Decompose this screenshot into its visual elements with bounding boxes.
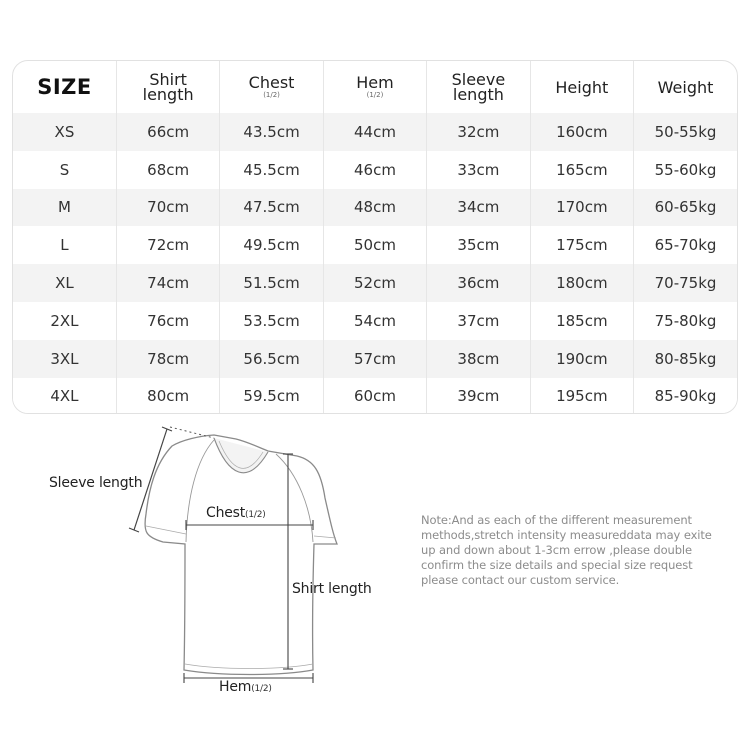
cell-sleeve-length: 33cm — [427, 151, 530, 189]
cell-height: 185cm — [530, 302, 633, 340]
cell-chest: 47.5cm — [220, 189, 323, 227]
cell-size: L — [13, 226, 116, 264]
cell-chest: 43.5cm — [220, 113, 323, 151]
cell-hem: 60cm — [323, 378, 426, 414]
cell-chest: 53.5cm — [220, 302, 323, 340]
table-row — [13, 189, 737, 227]
cell-weight: 85-90kg — [654, 387, 717, 406]
cell-shirt-length: 72cm — [116, 226, 219, 264]
cell-chest: 56.5cm — [220, 340, 323, 378]
cell-size: 2XL — [13, 302, 116, 340]
cell-height: 170cm — [530, 189, 633, 227]
cell-weight: 80-85kg — [654, 349, 717, 368]
chest-label: Chest(1/2) — [206, 505, 266, 521]
cell-hem: 50cm — [323, 226, 426, 264]
cell-size: XS — [13, 113, 116, 151]
cell-weight: 60-65kg — [654, 198, 717, 217]
cell-hem: 46cm — [323, 151, 426, 189]
header-size: SIZE — [13, 61, 116, 113]
cell-chest: 49.5cm — [220, 226, 323, 264]
cell-weight: 55-60kg — [654, 160, 717, 179]
cell-height: 180cm — [530, 264, 633, 302]
sleeve-length-label: Sleeve length — [49, 475, 143, 491]
cell-sleeve-length: 34cm — [427, 189, 530, 227]
table-row — [13, 340, 737, 378]
table-row — [13, 226, 737, 264]
header-weight: Weight — [657, 77, 714, 97]
cell-weight: 75-80kg — [654, 311, 717, 330]
cell-hem: 54cm — [323, 302, 426, 340]
cell-shirt-length: 76cm — [116, 302, 219, 340]
cell-size: XL — [13, 264, 116, 302]
cell-shirt-length: 66cm — [116, 113, 219, 151]
shirt-length-label: Shirt length — [292, 581, 372, 597]
shirt-diagram — [0, 414, 420, 750]
cell-shirt-length: 78cm — [116, 340, 219, 378]
cell-chest: 51.5cm — [220, 264, 323, 302]
cell-shirt-length: 70cm — [116, 189, 219, 227]
size-chart-card — [12, 60, 738, 414]
cell-size: M — [13, 189, 116, 227]
cell-size: S — [13, 151, 116, 189]
cell-sleeve-length: 35cm — [427, 226, 530, 264]
cell-height: 195cm — [530, 378, 633, 414]
cell-weight: 50-55kg — [654, 122, 717, 141]
hem-label: Hem(1/2) — [219, 679, 272, 695]
cell-hem: 48cm — [323, 189, 426, 227]
cell-height: 165cm — [530, 151, 633, 189]
cell-height: 190cm — [530, 340, 633, 378]
cell-sleeve-length: 32cm — [427, 113, 530, 151]
cell-sleeve-length: 36cm — [427, 264, 530, 302]
cell-sleeve-length: 38cm — [427, 340, 530, 378]
cell-weight: 65-70kg — [654, 236, 717, 255]
header-row — [13, 61, 737, 113]
table-row — [13, 378, 737, 414]
cell-sleeve-length: 37cm — [427, 302, 530, 340]
cell-size: 4XL — [13, 378, 116, 414]
cell-sleeve-length: 39cm — [427, 378, 530, 414]
cell-hem: 57cm — [323, 340, 426, 378]
cell-size: 3XL — [13, 340, 116, 378]
cell-shirt-length: 74cm — [116, 264, 219, 302]
cell-chest: 59.5cm — [220, 378, 323, 414]
cell-shirt-length: 68cm — [116, 151, 219, 189]
table-row — [13, 151, 737, 189]
cell-height: 160cm — [530, 113, 633, 151]
cell-hem: 52cm — [323, 264, 426, 302]
cell-shirt-length: 80cm — [116, 378, 219, 414]
header-chest: Chest (1/2) — [220, 61, 323, 113]
measurement-note: Note:And as each of the different measurement methods,stretch intensity measureddata may exite up and down about 1-3cm errow ,please double confirm the size details and special size request please contact our custom service. — [421, 513, 712, 587]
table-row — [13, 302, 737, 340]
cell-height: 175cm — [530, 226, 633, 264]
header-sleeve-length: Sleeve length — [427, 61, 530, 113]
table-row — [13, 113, 737, 151]
table-body — [13, 113, 737, 414]
header-hem: Hem (1/2) — [323, 61, 426, 113]
header-height: Height — [530, 61, 633, 113]
cell-hem: 44cm — [323, 113, 426, 151]
header-shirt-length: Shirt length — [116, 61, 219, 113]
size-table — [13, 61, 737, 414]
cell-weight: 70-75kg — [654, 274, 717, 293]
cell-chest: 45.5cm — [220, 151, 323, 189]
table-row — [13, 264, 737, 302]
